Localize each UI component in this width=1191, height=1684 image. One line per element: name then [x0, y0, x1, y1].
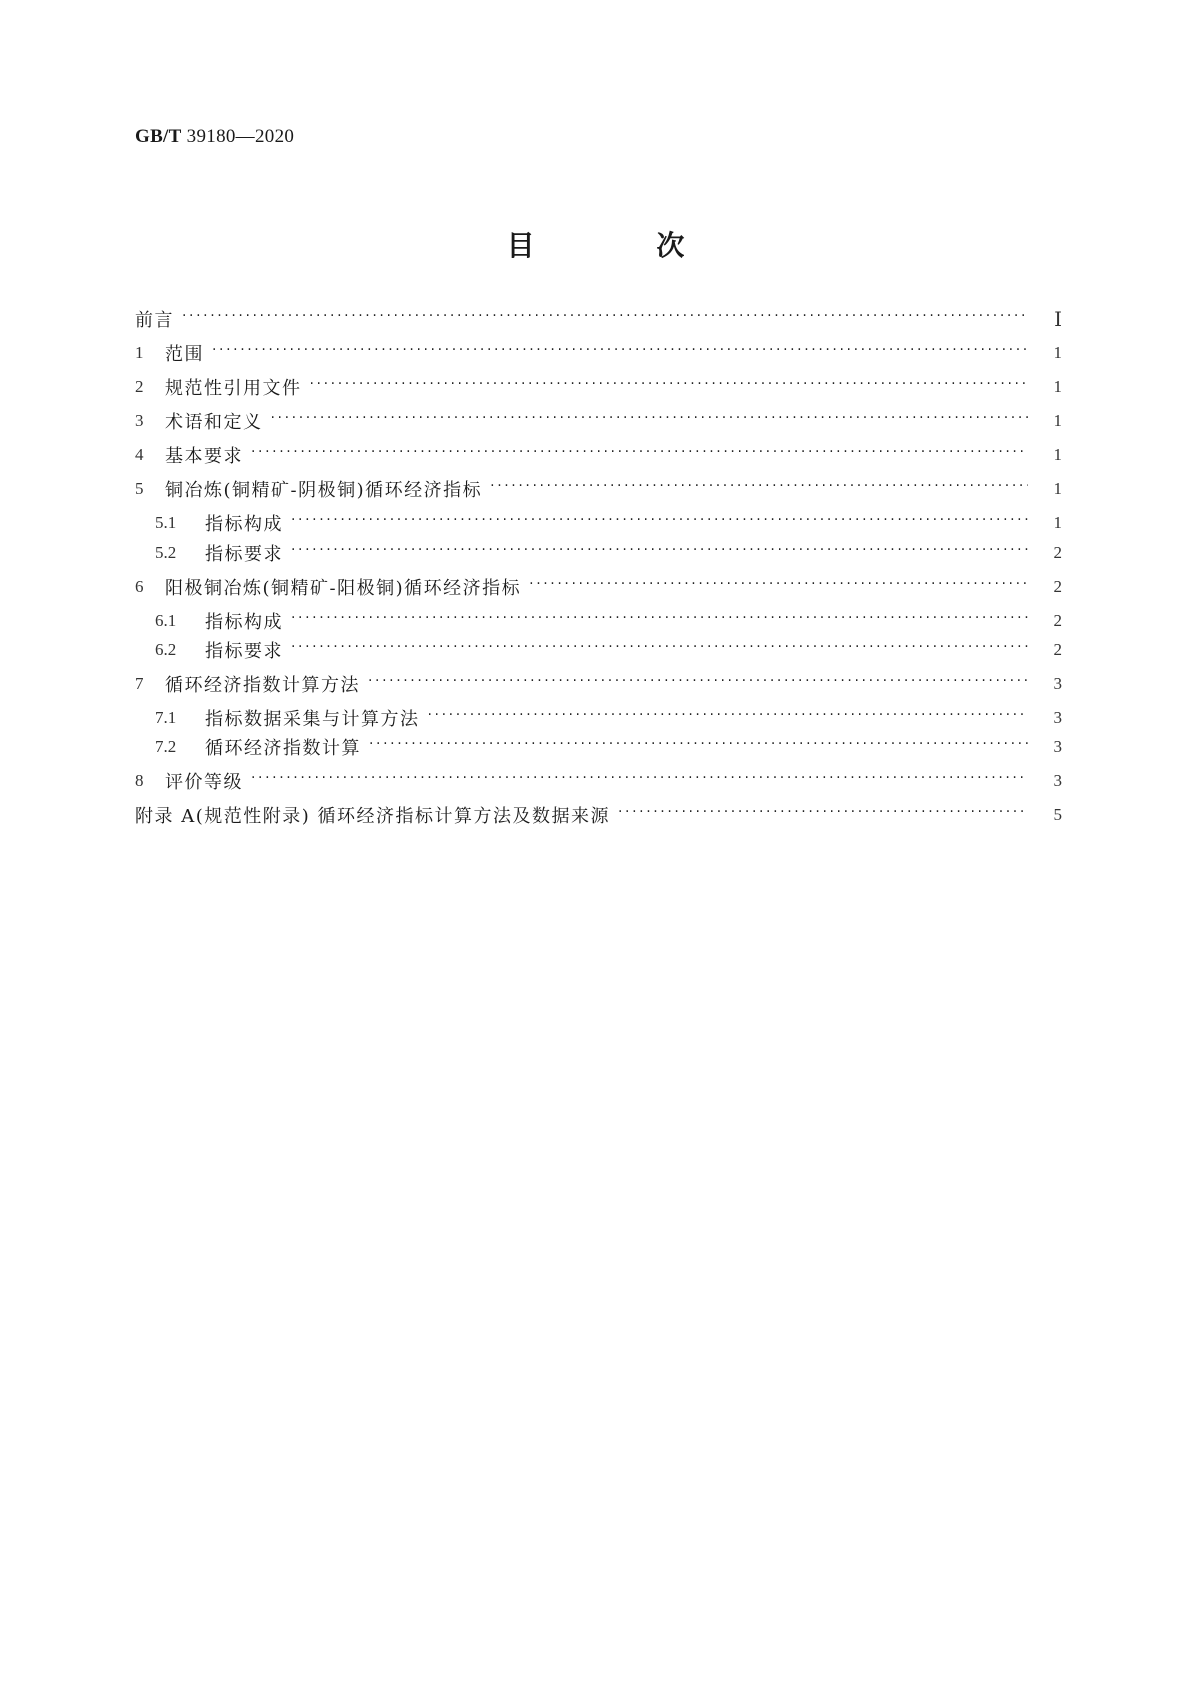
toc-entry-page: 1	[1053, 479, 1062, 498]
toc-entry-text: 附录 A(规范性附录) 循环经济指标计算方法及数据来源	[135, 806, 610, 827]
toc-entry-8[interactable]	[135, 769, 1062, 793]
toc-entry-text: 指标要求	[205, 544, 283, 565]
toc-entry-foreword[interactable]	[135, 307, 1062, 331]
toc-entry-text: 基本要求	[165, 446, 243, 467]
toc-entry-number: 8	[135, 771, 144, 790]
toc-entry-page: 2	[1053, 543, 1062, 562]
toc-leader-dots	[251, 443, 1028, 467]
toc-entry-page: 2	[1053, 611, 1062, 630]
toc-entry-7-2[interactable]	[155, 735, 1062, 759]
toc-entry-text: 循环经济指数计算	[205, 738, 361, 759]
toc-entry-number: 5.1	[155, 513, 177, 532]
toc-entry-text: 术语和定义	[165, 412, 263, 433]
toc-entry-number: 5.2	[155, 543, 177, 562]
toc-leader-dots	[368, 672, 1028, 696]
standard-code	[135, 126, 294, 148]
toc-entry-page: Ⅰ	[1054, 308, 1062, 331]
toc-entry-number: 7	[135, 674, 144, 693]
toc-entry-5-1[interactable]	[155, 511, 1062, 535]
toc-leader-dots	[529, 575, 1028, 599]
toc-entry-text: 指标构成	[205, 514, 283, 535]
toc-title: 目 次	[506, 229, 741, 262]
toc-leader-dots	[291, 541, 1028, 565]
toc-entry-2[interactable]	[135, 375, 1062, 399]
toc-entry-number: 6.2	[155, 640, 177, 659]
toc-entry-text: 评价等级	[165, 772, 243, 793]
toc-entry-7[interactable]	[135, 672, 1062, 696]
toc-entry-number: 7.1	[155, 708, 177, 727]
toc-entry-page: 1	[1053, 377, 1062, 396]
standard-prefix: GB/T	[135, 126, 182, 147]
toc-leader-dots	[310, 375, 1029, 399]
toc-leader-dots	[271, 409, 1029, 433]
toc-entry-page: 3	[1053, 737, 1062, 756]
toc-entry-number: 5	[135, 479, 144, 498]
toc-entry-6-1[interactable]	[155, 609, 1062, 633]
standard-number: 39180—2020	[186, 126, 295, 147]
toc-leader-dots	[212, 341, 1028, 365]
toc-leader-dots	[291, 638, 1028, 662]
toc-entry-page: 3	[1053, 771, 1062, 790]
toc-entry-1[interactable]	[135, 341, 1062, 365]
toc-entry-text: 范围	[165, 344, 204, 365]
toc-entry-page: 3	[1053, 674, 1062, 693]
toc-leader-dots	[428, 706, 1029, 730]
toc-entry-page: 5	[1053, 805, 1062, 824]
toc-entry-number: 7.2	[155, 737, 177, 756]
toc-entry-page: 3	[1053, 708, 1062, 727]
toc-entry-5[interactable]	[135, 477, 1062, 501]
toc-entry-text: 规范性引用文件	[165, 378, 302, 399]
toc-entry-text: 指标要求	[205, 641, 283, 662]
toc-entry-number: 2	[135, 377, 144, 396]
toc-leader-dots	[369, 735, 1028, 759]
toc-entry-number: 6.1	[155, 611, 177, 630]
toc-entry-number: 3	[135, 411, 144, 430]
toc-leader-dots	[182, 307, 1028, 331]
toc-entry-text: 指标数据采集与计算方法	[205, 709, 420, 730]
toc-entry-page: 2	[1053, 577, 1062, 596]
toc-entry-4[interactable]	[135, 443, 1062, 467]
toc-leader-dots	[291, 511, 1028, 535]
toc-entry-text: 阳极铜冶炼(铜精矿-阳极铜)循环经济指标	[165, 578, 522, 599]
toc-entry-text: 循环经济指数计算方法	[165, 675, 360, 696]
toc-entry-text: 铜冶炼(铜精矿-阴极铜)循环经济指标	[165, 480, 483, 501]
toc-entry-6[interactable]	[135, 575, 1062, 599]
toc-leader-dots	[490, 477, 1028, 501]
toc-leader-dots	[618, 803, 1028, 827]
toc-leader-dots	[251, 769, 1028, 793]
toc-leader-dots	[291, 609, 1028, 633]
toc-entry-text: 前言	[135, 310, 174, 331]
toc-entry-number: 4	[135, 445, 144, 464]
toc-entry-number: 1	[135, 343, 144, 362]
toc-entry-number: 6	[135, 577, 144, 596]
toc-entry-page: 1	[1053, 411, 1062, 430]
toc-entry-appendix-a[interactable]	[135, 803, 1062, 827]
toc-entry-page: 1	[1053, 513, 1062, 532]
toc-entry-page: 2	[1053, 640, 1062, 659]
toc-entry-page: 1	[1053, 343, 1062, 362]
toc-entry-6-2[interactable]	[155, 638, 1062, 662]
toc-entry-5-2[interactable]	[155, 541, 1062, 565]
toc-entry-7-1[interactable]	[155, 706, 1062, 730]
toc-entry-text: 指标构成	[205, 612, 283, 633]
toc-entry-page: 1	[1053, 445, 1062, 464]
toc-entry-3[interactable]	[135, 409, 1062, 433]
